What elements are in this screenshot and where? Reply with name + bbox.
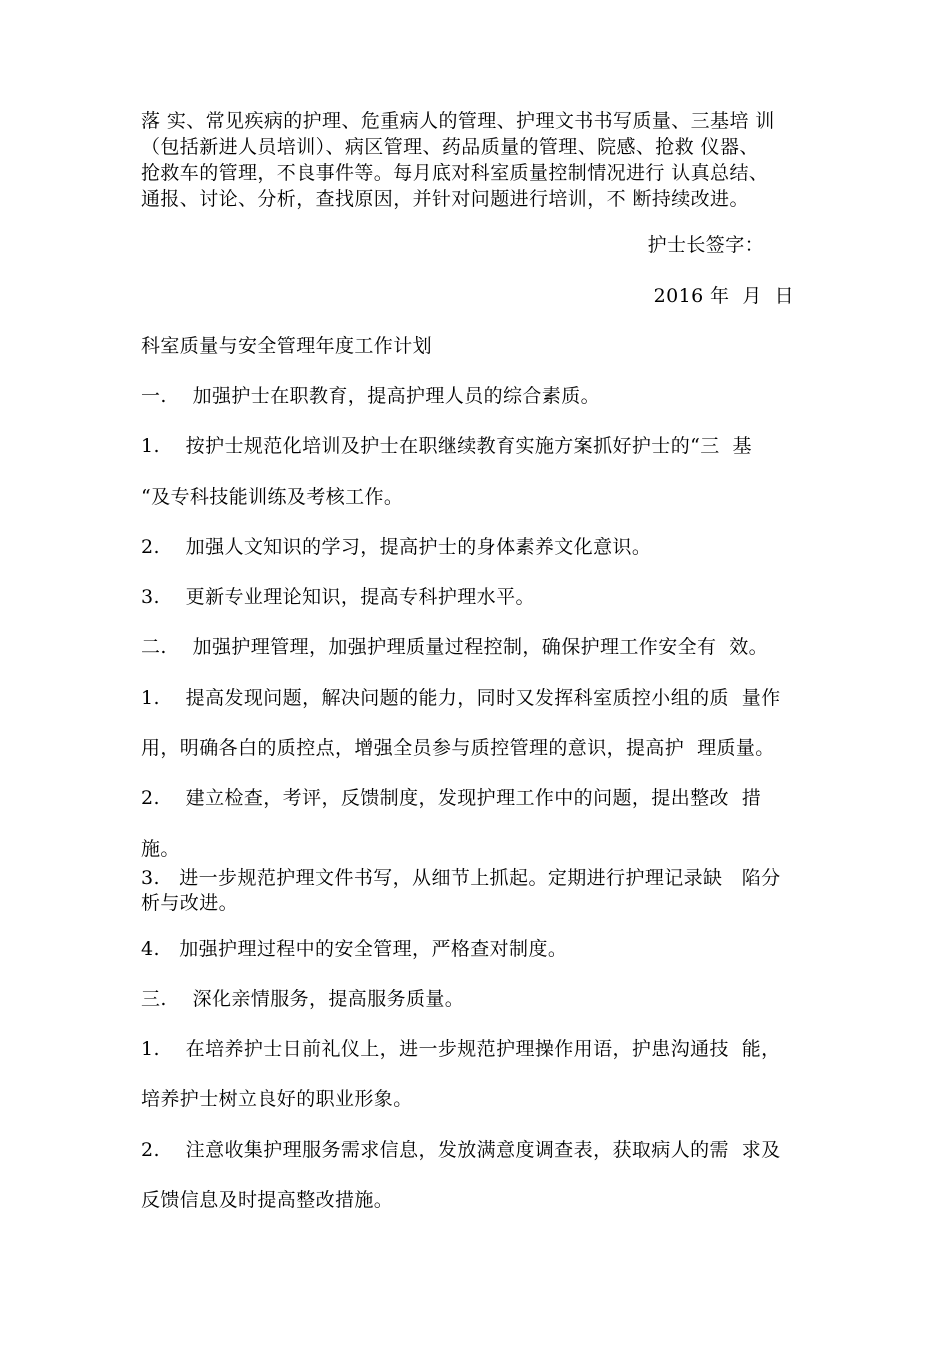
section3-item2-line2: 反馈信息及时提高整改措施。 bbox=[141, 1189, 394, 1211]
section3-item1-line1: 1. 在培养护士日前礼仪上，进一步规范护理操作用语，护患沟通技 能， bbox=[141, 1038, 781, 1060]
section2-item3-line1: 3. 进一步规范护理文件书写，从细节上抓起。定期进行护理记录缺 陷分 bbox=[141, 867, 781, 889]
section1-heading: 一. 加强护士在职教育，提高护理人员的综合素质。 bbox=[141, 385, 600, 407]
intro-line-4: 通报、讨论、分析，查找原因，并针对问题进行培训，不 断持续改进。 bbox=[141, 188, 749, 210]
section2-heading: 二. 加强护理管理，加强护理质量过程控制，确保护理工作安全有 效。 bbox=[141, 636, 769, 658]
section3-item2-line1: 2. 注意收集护理服务需求信息，发放满意度调查表，获取病人的需 求及 bbox=[141, 1139, 781, 1161]
section1-item2: 2. 加强人文知识的学习，提高护士的身体素养文化意识。 bbox=[141, 536, 652, 558]
section3-heading: 三. 深化亲情服务，提高服务质量。 bbox=[141, 988, 465, 1010]
date-line: 2016 年 月 日 bbox=[653, 285, 794, 307]
section1-item1-line1: 1. 按护士规范化培训及护士在职继续教育实施方案抓好护士的“三 基 bbox=[141, 435, 752, 457]
signature-label: 护士长签字： bbox=[647, 234, 764, 256]
section1-item1-line2: “及专科技能训练及考核工作。 bbox=[141, 486, 404, 508]
section3-item1-line2: 培养护士树立良好的职业形象。 bbox=[141, 1088, 413, 1110]
section2-item2-line1: 2. 建立检查，考评，反馈制度，发现护理工作中的问题，提出整改 措 bbox=[141, 787, 762, 809]
section1-item3: 3. 更新专业理论知识，提高专科护理水平。 bbox=[141, 586, 535, 608]
plan-title: 科室质量与安全管理年度工作计划 bbox=[141, 335, 433, 357]
section2-item1-line2: 用，明确各白的质控点，增强全员参与质控管理的意识，提高护 理质量。 bbox=[141, 737, 775, 759]
intro-line-2: （包括新进人员培训）、病区管理、药品质量的管理、院感、抢救 仪器、 bbox=[141, 136, 759, 158]
section2-item4: 4. 加强护理过程中的安全管理，严格查对制度。 bbox=[141, 938, 568, 960]
section2-item1-line1: 1. 提高发现问题，解决问题的能力，同时又发挥科室质控小组的质 量作 bbox=[141, 687, 781, 709]
section2-item2-line2: 施。 bbox=[141, 838, 180, 860]
intro-line-3: 抢救车的管理，不良事件等。每月底对科室质量控制情况进行 认真总结、 bbox=[141, 162, 769, 184]
section2-item3-line2: 析与改进。 bbox=[141, 892, 239, 914]
intro-line-1: 落 实、常见疾病的护理、危重病人的管理、护理文书书写质量、三基培 训 bbox=[141, 110, 775, 132]
